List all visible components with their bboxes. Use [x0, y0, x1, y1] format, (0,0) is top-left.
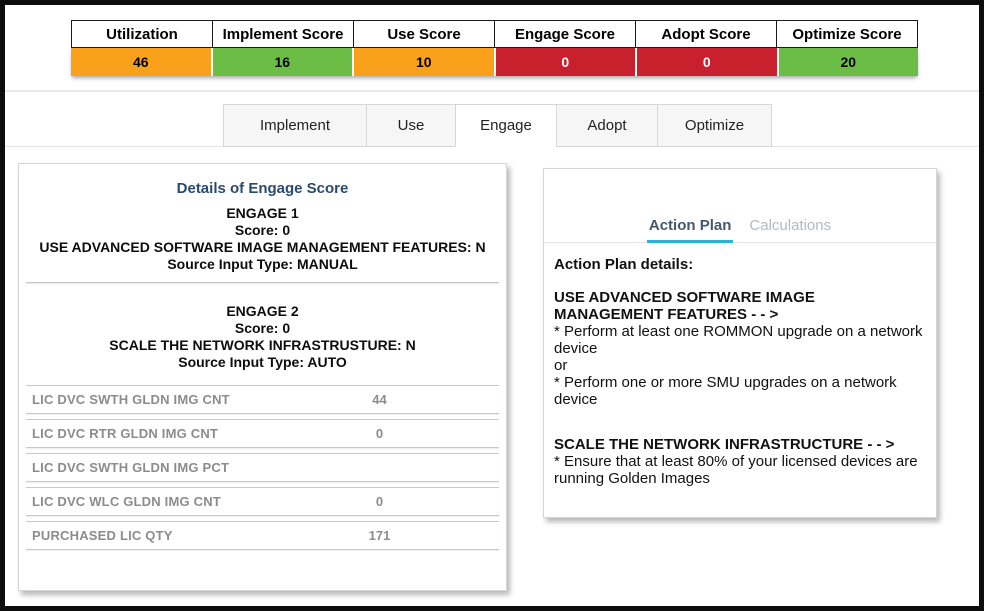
score-value-utilization: 46 [71, 48, 211, 76]
action-plan-details-heading: Action Plan details: [554, 256, 694, 273]
tab-use[interactable]: Use [366, 104, 456, 147]
metric-value: 0 [375, 426, 384, 441]
tab-engage[interactable]: Engage [455, 104, 557, 147]
metric-row-swth-gldn-img-cnt [26, 385, 499, 414]
score-value-optimize: 20 [777, 48, 919, 76]
engage-1-source: Source Input Type: MANUAL [167, 256, 358, 272]
tab-action-plan[interactable]: Action Plan [647, 217, 734, 243]
action-block-2-heading: SCALE THE NETWORK INFRASTRUCTURE - - > [554, 436, 895, 453]
engage-1-score: Score: 0 [234, 222, 291, 238]
engage-2-metric: SCALE THE NETWORK INFRASTRUSTURE: N [109, 337, 416, 353]
score-value-row [71, 48, 918, 76]
score-summary-table [71, 20, 918, 76]
metric-value: 0 [375, 494, 384, 509]
section-separator [26, 282, 499, 283]
tab-implement[interactable]: Implement [223, 104, 367, 147]
lifecycle-tabstrip [223, 104, 772, 147]
action-plan-body [544, 243, 936, 487]
score-value-engage: 0 [494, 48, 636, 76]
action-plan-card [543, 168, 937, 518]
engage-1-metric: USE ADVANCED SOFTWARE IMAGE MANAGEMENT FEATURES: N [39, 239, 486, 255]
metric-value: 171 [368, 528, 391, 543]
engage-details-card [18, 163, 507, 591]
metric-label: PURCHASED LIC QTY [32, 528, 173, 543]
score-header-engage: Engage Score [494, 20, 635, 48]
metric-row-purchased-lic-qty [26, 521, 499, 550]
engage-1-section [19, 205, 506, 273]
engage-2-section [19, 303, 506, 371]
score-value-implement: 16 [211, 48, 353, 76]
action-card-tabs [544, 217, 936, 243]
action-block-1-line-3: * Perform one or more SMU upgrades on a network device [554, 374, 897, 408]
action-block-1-line-2: or [554, 357, 568, 374]
metric-label: LIC DVC SWTH GLDN IMG CNT [32, 392, 230, 407]
metric-row-swth-gldn-img-pct [26, 453, 499, 482]
score-header-row [71, 20, 918, 48]
engage-2-source: Source Input Type: AUTO [178, 354, 347, 370]
details-card-title: Details of Engage Score [176, 180, 349, 197]
action-block-1-line-1: * Perform at least one ROMMON upgrade on a network device [554, 323, 923, 357]
dashboard-screen [5, 5, 979, 606]
engage-1-heading: ENGAGE 1 [226, 205, 299, 221]
tab-optimize[interactable]: Optimize [657, 104, 772, 147]
score-header-use: Use Score [353, 20, 494, 48]
score-value-adopt: 0 [635, 48, 777, 76]
top-divider [5, 90, 979, 92]
metric-row-rtr-gldn-img-cnt [26, 419, 499, 448]
metric-label: LIC DVC SWTH GLDN IMG PCT [32, 460, 230, 475]
metric-row-wlc-gldn-img-cnt [26, 487, 499, 516]
metric-label: LIC DVC RTR GLDN IMG CNT [32, 426, 219, 441]
score-value-use: 10 [352, 48, 494, 76]
action-block-2-line-1: * Ensure that at least 80% of your licensed devices are running Golden Images [554, 453, 918, 487]
tab-adopt[interactable]: Adopt [556, 104, 658, 147]
engage-2-heading: ENGAGE 2 [226, 303, 299, 319]
tab-calculations[interactable]: Calculations [749, 217, 832, 234]
action-block-spacer [554, 408, 926, 436]
score-header-adopt: Adopt Score [635, 20, 776, 48]
engage-2-score: Score: 0 [234, 320, 291, 336]
action-block-1-heading: USE ADVANCED SOFTWARE IMAGE MANAGEMENT FEATURES - - > [554, 289, 815, 323]
metric-label: LIC DVC WLC GLDN IMG CNT [32, 494, 221, 509]
metric-value: 44 [372, 392, 387, 407]
score-header-utilization: Utilization [71, 20, 212, 48]
metrics-table [19, 385, 506, 550]
score-header-optimize: Optimize Score [776, 20, 918, 48]
score-header-implement: Implement Score [212, 20, 353, 48]
